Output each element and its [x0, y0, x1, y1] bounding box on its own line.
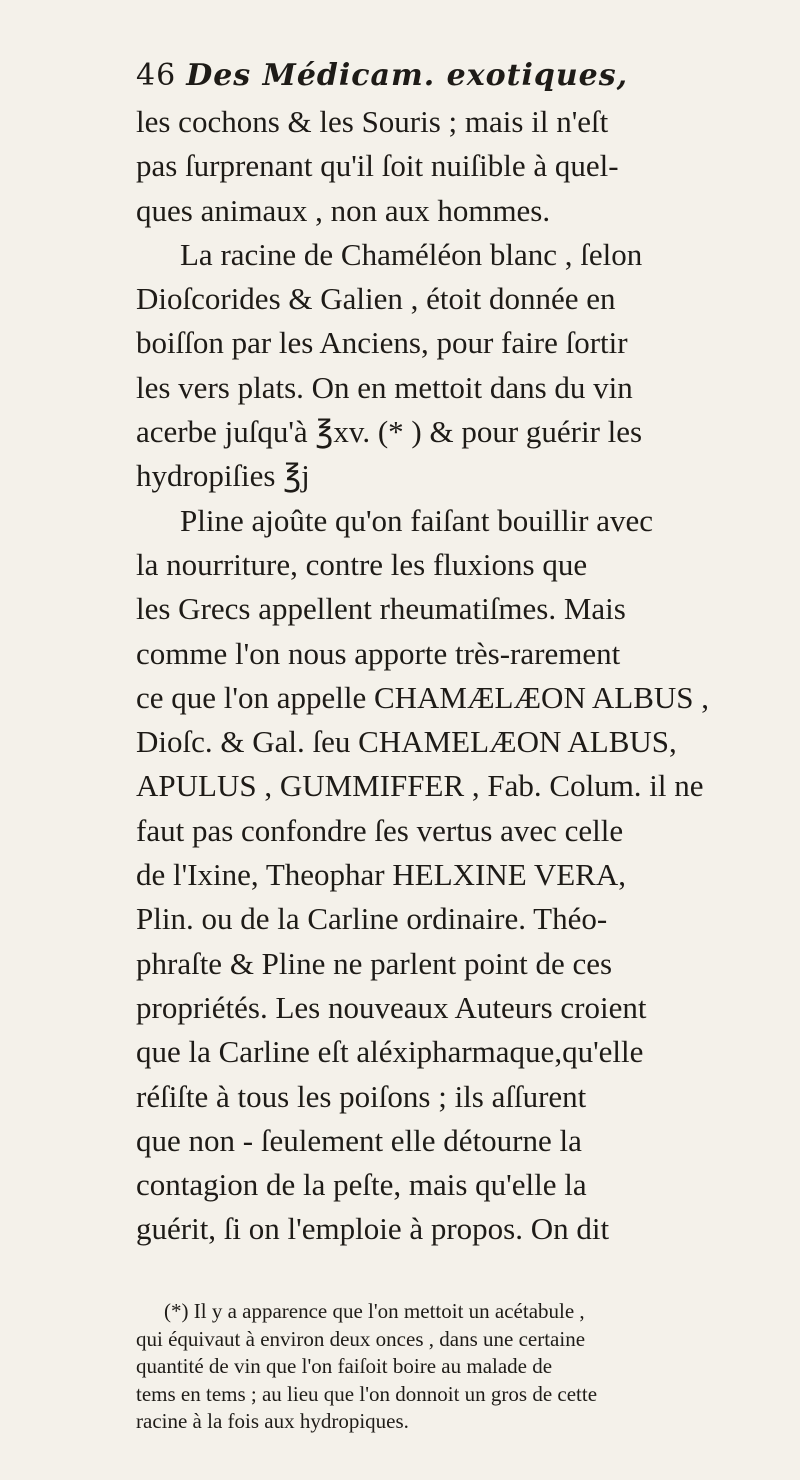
text-line: phraſte & Pline ne parlent point de ces [136, 945, 613, 981]
footnote-line: (*) Il y a apparence que l'on mettoit un acétabule , [164, 1299, 585, 1323]
text-line: les cochons & les Souris ; mais il n'eſt [136, 104, 609, 139]
text-line: que la Carline eſt aléxipharmaque,qu'elle [136, 1034, 644, 1070]
text-line: acerbe juſqu'à ℥xv. (* ) & pour guérir les [136, 414, 643, 450]
text-line: comme l'on nous apporte très-rarement [136, 635, 621, 671]
text-line: APULUS , GUMMIFFER , Fab. Colum. il ne [136, 768, 704, 804]
footnote-line: tems en tems ; au lieu que l'on donnoit un gros de cette [136, 1381, 598, 1406]
text-line: ques animaux , non aux hommes. [136, 192, 551, 228]
footnote-line: quantité de vin que l'on faiſoit boire au malade de [136, 1354, 553, 1378]
text-line: faut pas confondre ſes vertus avec celle [136, 812, 624, 848]
text-line: La racine de Chaméléon blanc , ſelon [180, 236, 643, 272]
footnote [136, 1298, 776, 1436]
page-number: 46 [136, 58, 177, 93]
running-title: Des Médicam. exotiques, [186, 58, 629, 93]
text-line: Dioſc. & Gal. ſeu CHAMELÆON ALBUS, [136, 724, 677, 760]
text-line: les vers plats. On en mettoit dans du vin [136, 369, 633, 405]
text-line: Dioſcorides & Galien , étoit donnée en [136, 281, 616, 317]
text-line: la nourriture, contre les fluxions que [136, 546, 588, 582]
text-line: guérit, ſi on l'emploie à propos. On dit [136, 1211, 610, 1247]
text-line: boiſſon par les Anciens, pour faire ſortir [136, 325, 628, 361]
text-line: que non - ſeulement elle détourne la [136, 1122, 582, 1158]
text-line: réſiſte à tous les poiſons ; ils aſſurent [136, 1078, 587, 1114]
text-line: Pline ajoûte qu'on faiſant bouillir avec [180, 502, 654, 538]
text-line: les Grecs appellent rheumatiſmes. Mais [136, 591, 626, 627]
footnote-line: qui équivaut à environ deux onces , dans une certaine [136, 1326, 586, 1351]
running-header [136, 58, 628, 93]
text-line: de l'Ixine, Theophar HELXINE VERA, [136, 857, 626, 893]
text-line: propriétés. Les nouveaux Auteurs croient [136, 989, 647, 1025]
text-line: Plin. ou de la Carline ordinaire. Théo- [136, 901, 608, 937]
footnote-line: racine à la fois aux hydropiques. [136, 1409, 409, 1433]
body-text [136, 100, 776, 1252]
text-line: pas ſurprenant qu'il ſoit nuiſible à quel- [136, 148, 619, 184]
text-line: contagion de la peſte, mais qu'elle la [136, 1167, 587, 1203]
text-line: ce que l'on appelle CHAMÆLÆON ALBUS , [136, 679, 710, 715]
text-line: hydropiſies ℥j [136, 458, 310, 494]
